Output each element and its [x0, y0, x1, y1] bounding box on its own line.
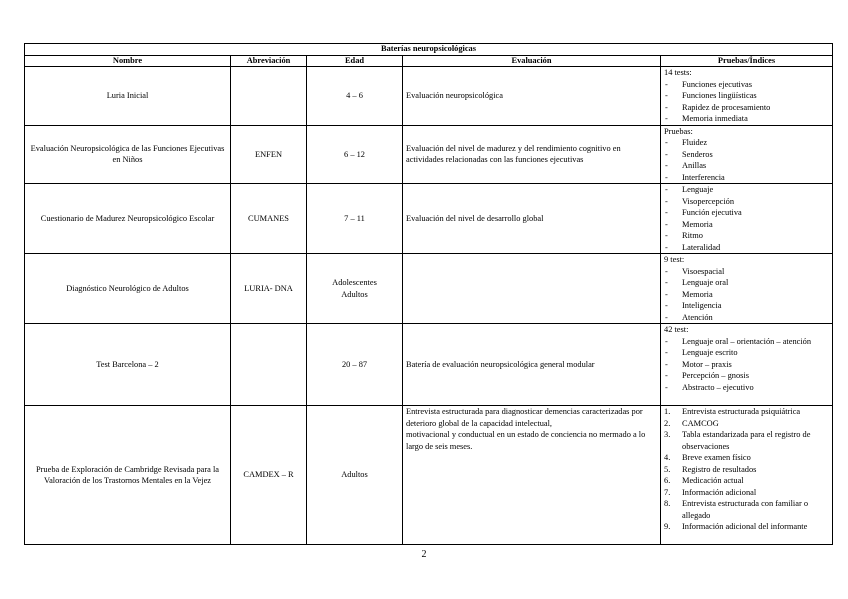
pruebas-list — [664, 79, 829, 125]
table-row — [25, 324, 833, 406]
cell-evaluacion — [403, 406, 661, 545]
cell-abreviacion — [231, 324, 307, 406]
header-edad: Edad — [307, 55, 403, 67]
table-row — [25, 125, 833, 184]
list-item: - Abstracto – ejecutivo — [664, 382, 829, 394]
cell-evaluacion: Evaluación neuropsicológica — [403, 67, 661, 126]
cell-evaluacion: Evaluación del nivel de desarrollo global — [403, 184, 661, 254]
cell-pruebas — [661, 254, 833, 324]
cell-edad: 4 – 6 — [307, 67, 403, 126]
list-item: Información adicional del informante — [682, 522, 808, 531]
pruebas-list — [664, 406, 829, 533]
table-row — [25, 254, 833, 324]
list-item: - Fluidez — [664, 137, 829, 149]
list-item: - Funciones lingüísticas — [664, 90, 829, 102]
page-number: 2 — [421, 549, 427, 560]
list-item: - Rapidez de procesamiento — [664, 102, 829, 114]
header-abreviacion: Abreviación — [231, 55, 307, 67]
cell-abreviacion — [231, 67, 307, 126]
neuropsych-batteries-table — [24, 43, 833, 545]
cell-nombre: Test Barcelona – 2 — [25, 324, 231, 406]
list-item: - Lenguaje — [664, 184, 829, 196]
list-item: - Lenguaje oral – orientación – atención — [664, 336, 829, 348]
cell-abreviacion: LURIA- DNA — [231, 254, 307, 324]
header-nombre: Nombre — [25, 55, 231, 67]
list-item: - Funciones ejecutivas — [664, 79, 829, 91]
table-row — [25, 67, 833, 126]
cell-nombre: Prueba de Exploración de Cambridge Revisada para la Valoración de los Trastornos Mentales en la Vejez — [25, 406, 231, 545]
header-pruebas: Pruebas/Índices — [661, 55, 833, 67]
pruebas-intro: 9 test: — [664, 255, 685, 264]
list-item: - Percepción – gnosis — [664, 370, 829, 382]
list-item: - Función ejecutiva — [664, 207, 829, 219]
list-item: - Anillas — [664, 160, 829, 172]
cell-edad: 7 – 11 — [307, 184, 403, 254]
cell-evaluacion — [403, 254, 661, 324]
cell-pruebas — [661, 184, 833, 254]
evaluacion-line: Entrevista estructurada para diagnosticar demencias caracterizadas por deterioro global de la capacidad intelectual, — [406, 407, 643, 428]
cell-pruebas — [661, 324, 833, 406]
list-item: Información adicional — [682, 487, 757, 497]
list-item: - Atención — [664, 312, 829, 324]
cell-edad: Adultos — [307, 406, 403, 545]
pruebas-intro: Pruebas: — [664, 126, 693, 136]
cell-edad: 20 – 87 — [307, 324, 403, 406]
cell-abreviacion: ENFEN — [231, 125, 307, 184]
list-item: - Visoespacial — [664, 266, 829, 278]
pruebas-list — [664, 266, 829, 324]
list-item: - Visopercepción — [664, 196, 829, 208]
list-item: Registro de resultados — [682, 464, 757, 474]
cell-nombre: Evaluación Neuropsicológica de las Funciones Ejecutivas en Niños — [25, 125, 231, 184]
list-item: - Interferencia — [664, 172, 829, 184]
cell-evaluacion: Batería de evaluación neuropsicológica general modular — [403, 324, 661, 406]
cell-edad: Adolescentes Adultos — [307, 254, 403, 324]
list-item: - Memoria — [664, 289, 829, 301]
cell-nombre: Cuestionario de Madurez Neuropsicológico Escolar — [25, 184, 231, 254]
list-item: Entrevista estructurada con familiar o allegado — [682, 499, 809, 520]
list-item: - Lenguaje oral — [664, 277, 829, 289]
cell-pruebas — [661, 406, 833, 545]
cell-pruebas — [661, 67, 833, 126]
list-item: Tabla estandarizada para el registro de observaciones — [682, 430, 811, 451]
list-item: Medicación actual — [682, 476, 744, 485]
pruebas-list — [664, 336, 829, 394]
pruebas-list — [664, 184, 829, 253]
list-item: Entrevista estructurada psiquiátrica — [682, 407, 801, 416]
list-item: - Memoria — [664, 219, 829, 231]
table-row — [25, 184, 833, 254]
header-evaluacion: Evaluación — [403, 55, 661, 67]
list-item: - Motor – praxis — [664, 359, 829, 371]
cell-nombre: Luria Inicial — [25, 67, 231, 126]
pruebas-list — [664, 137, 829, 183]
table-title: Baterías neuropsicológicas — [25, 44, 833, 56]
list-item: CAMCOG — [682, 418, 719, 428]
cell-evaluacion: Evaluación del nivel de madurez y del rendimiento cognitivo en actividades relacionadas con las funciones ejecutivas — [403, 125, 661, 184]
table-row — [25, 406, 833, 545]
pruebas-intro: 14 tests: — [664, 68, 692, 77]
list-item: - Lateralidad — [664, 242, 829, 254]
pruebas-intro: 42 test: — [664, 325, 689, 334]
list-item: - Ritmo — [664, 230, 829, 242]
cell-pruebas — [661, 125, 833, 184]
list-item: - Memoria inmediata — [664, 113, 829, 125]
cell-abreviacion: CAMDEX – R — [231, 406, 307, 545]
cell-abreviacion: CUMANES — [231, 184, 307, 254]
evaluacion-line: motivacional y conductual en un estado de conciencia no mermado a lo largo de seis meses. — [406, 430, 646, 451]
list-item: Breve examen físico — [682, 453, 751, 462]
list-item: - Lenguaje escrito — [664, 347, 829, 359]
cell-edad: 6 – 12 — [307, 125, 403, 184]
cell-nombre: Diagnóstico Neurológico de Adultos — [25, 254, 231, 324]
list-item: - Inteligencia — [664, 300, 829, 312]
list-item: - Senderos — [664, 149, 829, 161]
